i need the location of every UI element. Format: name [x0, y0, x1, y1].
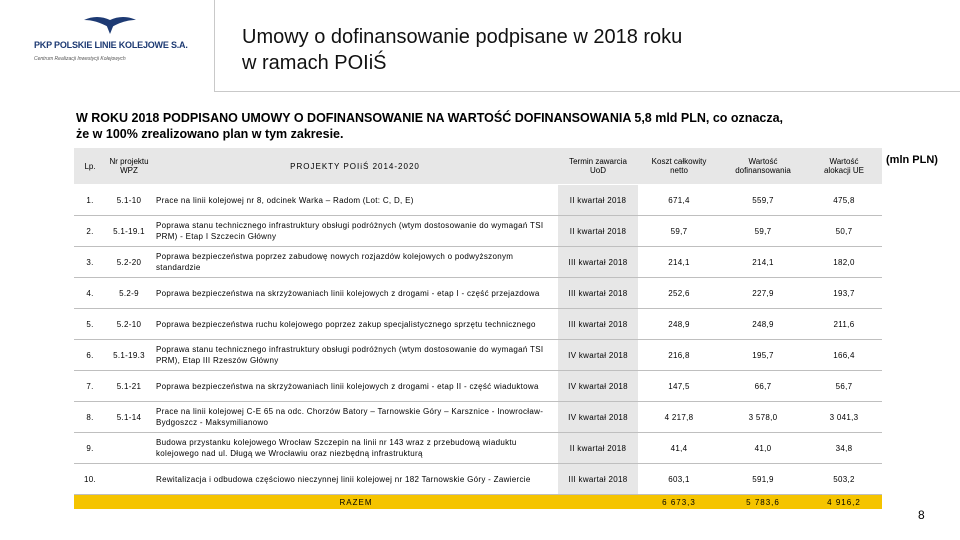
cell-dof: 591,9: [720, 464, 806, 495]
table-row: [74, 278, 882, 309]
cell-nr: 5.2-20: [106, 247, 152, 278]
cell-dof: 195,7: [720, 340, 806, 371]
total-dof: 5 783,6: [720, 495, 806, 510]
cell-termin: III kwartał 2018: [558, 247, 638, 278]
cell-koszt: 216,8: [638, 340, 720, 371]
cell-alok: 182,0: [806, 247, 882, 278]
slide-header: [0, 0, 960, 92]
cell-koszt: 603,1: [638, 464, 720, 495]
cell-termin: IV kwartał 2018: [558, 402, 638, 433]
logo-name: PKP POLSKIE LINIE KOLEJOWE S.A.: [34, 40, 188, 50]
cell-dof: 3 578,0: [720, 402, 806, 433]
table-row: [74, 216, 882, 247]
cell-koszt: 4 217,8: [638, 402, 720, 433]
header-projects: PROJEKTY POIiŚ 2014-2020: [152, 148, 558, 185]
cell-project-name: Rewitalizacja i odbudowa częściowo nieczynnej linii kolejowej nr 182 Tarnowskie Góry - Zawiercie: [152, 464, 558, 495]
logo-tagline: Centrum Realizacji Inwestycji Kolejowych: [34, 56, 126, 62]
summary-line-2: że w 100% zrealizowano plan w tym zakresie.: [76, 127, 344, 141]
cell-lp: 3.: [74, 247, 106, 278]
table-row: [74, 185, 882, 216]
table-row: [74, 433, 882, 464]
cell-lp: 7.: [74, 371, 106, 402]
header-divider-vertical: [214, 0, 215, 92]
cell-project-name: Prace na linii kolejowej nr 8, odcinek Warka – Radom (Lot: C, D, E): [152, 185, 558, 216]
cell-termin: III kwartał 2018: [558, 278, 638, 309]
cell-dof: 214,1: [720, 247, 806, 278]
cell-dof: 59,7: [720, 216, 806, 247]
cell-alok: 34,8: [806, 433, 882, 464]
cell-nr: 5.1-19.3: [106, 340, 152, 371]
cell-koszt: 214,1: [638, 247, 720, 278]
title-line-1: Umowy o dofinansowanie podpisane w 2018 roku: [242, 26, 683, 48]
table-total-row: [74, 495, 882, 510]
header-divider-horizontal: [214, 91, 960, 92]
cell-alok: 50,7: [806, 216, 882, 247]
header-eu-allocation: Wartość alokacji UE: [806, 148, 882, 185]
cell-nr: [106, 464, 152, 495]
cell-lp: 6.: [74, 340, 106, 371]
cell-termin: III kwartał 2018: [558, 309, 638, 340]
total-alok: 4 916,2: [806, 495, 882, 510]
header-signing-date: Termin zawarcia UoD: [558, 148, 638, 185]
cell-termin: II kwartał 2018: [558, 216, 638, 247]
header-lp: Lp.: [74, 148, 106, 185]
cell-alok: 166,4: [806, 340, 882, 371]
title-line-2: w ramach POIiŚ: [242, 52, 387, 74]
cell-dof: 227,9: [720, 278, 806, 309]
header-total-cost: Koszt całkowity netto: [638, 148, 720, 185]
cell-koszt: 671,4: [638, 185, 720, 216]
cell-project-name: Poprawa bezpieczeństwa na skrzyżowaniach linii kolejowych z drogami - etap I - część przejazdowa: [152, 278, 558, 309]
header-project-number: Nr projektu WPZ: [106, 148, 152, 185]
cell-dof: 66,7: [720, 371, 806, 402]
table-row: [74, 309, 882, 340]
unit-label: (mln PLN): [886, 154, 938, 166]
cell-dof: 559,7: [720, 185, 806, 216]
cell-nr: 5.1-19.1: [106, 216, 152, 247]
cell-dof: 41,0: [720, 433, 806, 464]
cell-alok: 3 041,3: [806, 402, 882, 433]
cell-dof: 248,9: [720, 309, 806, 340]
cell-termin: II kwartał 2018: [558, 433, 638, 464]
cell-project-name: Poprawa bezpieczeństwa poprzez zabudowę nowych rozjazdów kolejowych o podwyższonym standardzie: [152, 247, 558, 278]
cell-alok: 475,8: [806, 185, 882, 216]
cell-koszt: 59,7: [638, 216, 720, 247]
cell-lp: 4.: [74, 278, 106, 309]
table-row: [74, 371, 882, 402]
cell-project-name: Budowa przystanku kolejowego Wrocław Szczepin na linii nr 143 wraz z przebudową wiaduktu kolejowego nad ul. Długą we Wrocławiu oraz niezbędną infrastrukturą: [152, 433, 558, 464]
cell-lp: 1.: [74, 185, 106, 216]
cell-nr: 5.2-10: [106, 309, 152, 340]
cell-alok: 56,7: [806, 371, 882, 402]
cell-alok: 193,7: [806, 278, 882, 309]
cell-nr: 5.1-21: [106, 371, 152, 402]
cell-project-name: Prace na linii kolejowej C-E 65 na odc. Chorzów Batory – Tarnowskie Góry – Karsznice - Inowrocław-Bydgoszcz - Maksymilianowo: [152, 402, 558, 433]
cell-alok: 503,2: [806, 464, 882, 495]
total-label: RAZEM: [74, 495, 638, 510]
total-koszt: 6 673,3: [638, 495, 720, 510]
cell-alok: 211,6: [806, 309, 882, 340]
cell-project-name: Poprawa stanu technicznego infrastruktury obsługi podróżnych (wtym dostosowanie do wymagań TSI PRM) - Etap I Szczecin Główny: [152, 216, 558, 247]
cell-koszt: 248,9: [638, 309, 720, 340]
cell-project-name: Poprawa stanu technicznego infrastruktury obsługi podróżnych (wtym dostosowanie do wymagań TSI PRM), Etap III Rzeszów Główny: [152, 340, 558, 371]
cell-lp: 5.: [74, 309, 106, 340]
header-funding-value: Wartość dofinansowania: [720, 148, 806, 185]
cell-lp: 10.: [74, 464, 106, 495]
cell-nr: 5.1-14: [106, 402, 152, 433]
summary-text: [76, 110, 896, 142]
table-row: [74, 464, 882, 495]
cell-project-name: Poprawa bezpieczeństwa na skrzyżowaniach linii kolejowych z drogami - etap II - część wiaduktowa: [152, 371, 558, 402]
cell-termin: III kwartał 2018: [558, 464, 638, 495]
cell-lp: 8.: [74, 402, 106, 433]
table-row: [74, 247, 882, 278]
company-logo: [22, 14, 192, 74]
cell-lp: 2.: [74, 216, 106, 247]
cell-koszt: 252,6: [638, 278, 720, 309]
cell-lp: 9.: [74, 433, 106, 464]
table-row: [74, 402, 882, 433]
page-number: 8: [918, 508, 925, 522]
cell-nr: 5.1-10: [106, 185, 152, 216]
cell-termin: IV kwartał 2018: [558, 340, 638, 371]
contracts-table: [74, 148, 882, 509]
cell-termin: II kwartał 2018: [558, 185, 638, 216]
cell-project-name: Poprawa bezpieczeństwa ruchu kolejowego poprzez zakup specjalistycznego sprzętu technicznego: [152, 309, 558, 340]
cell-nr: [106, 433, 152, 464]
cell-nr: 5.2-9: [106, 278, 152, 309]
cell-koszt: 41,4: [638, 433, 720, 464]
table-row: [74, 340, 882, 371]
wings-icon: [82, 14, 138, 36]
summary-line-1: W ROKU 2018 PODPISANO UMOWY O DOFINANSOWANIE NA WARTOŚĆ DOFINANSOWANIA 5,8 mld PLN, co oznacza,: [76, 111, 784, 125]
table-header-row: [74, 148, 882, 185]
page-title: [242, 24, 682, 76]
cell-koszt: 147,5: [638, 371, 720, 402]
cell-termin: IV kwartał 2018: [558, 371, 638, 402]
